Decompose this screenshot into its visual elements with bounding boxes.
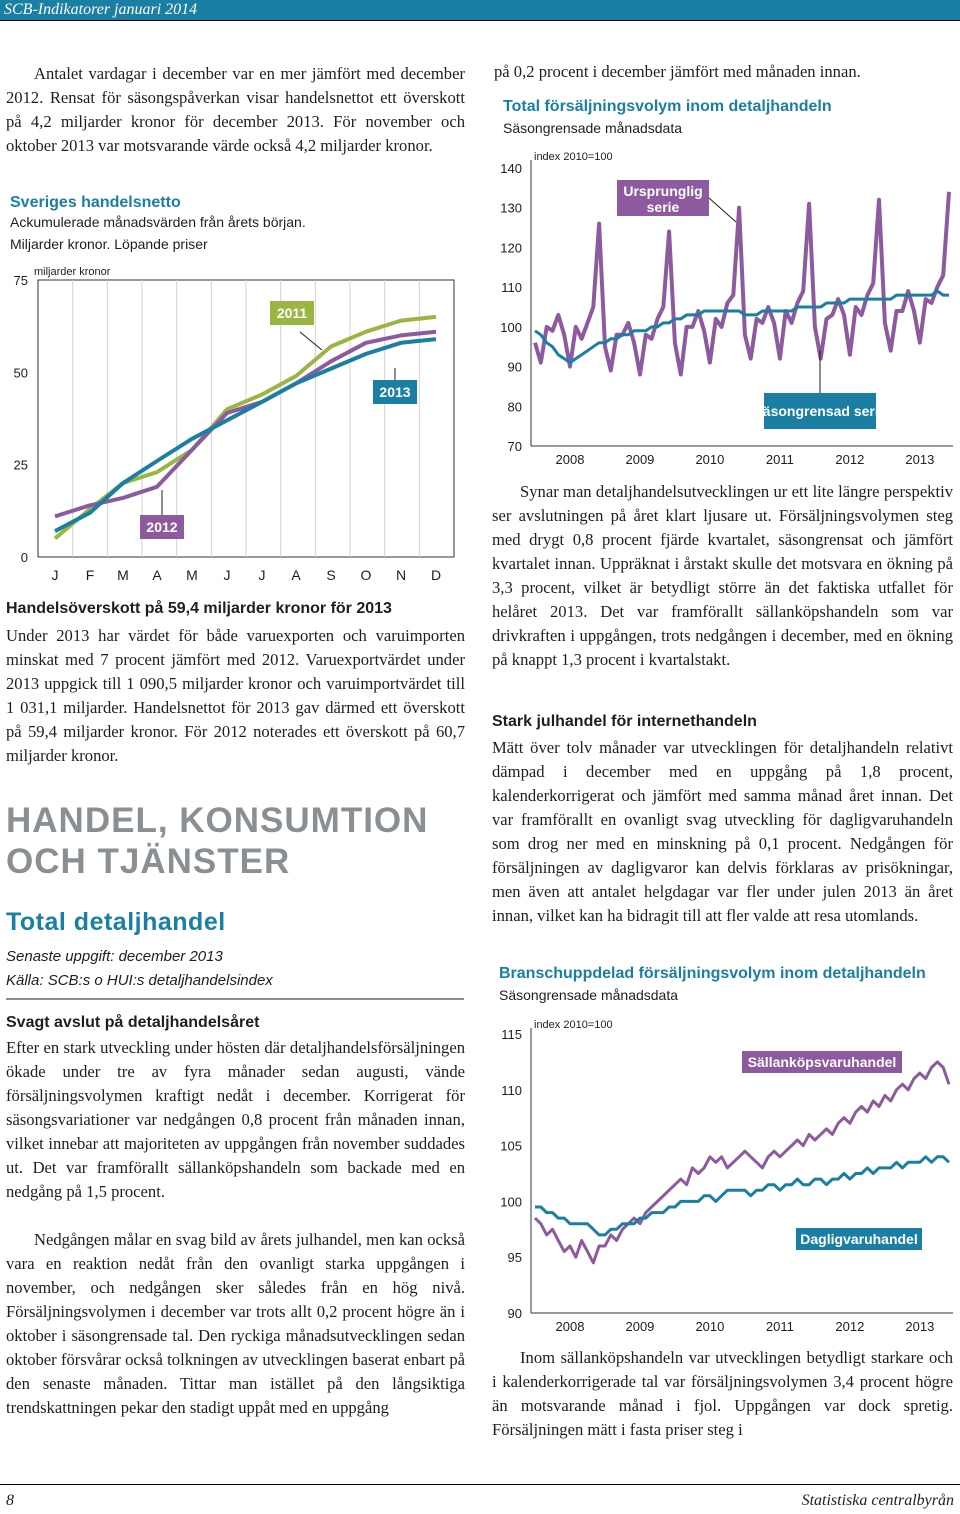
chart1-xtick: M — [117, 567, 129, 583]
chart3-label-daily-text: Dagligvaruhandel — [800, 1231, 918, 1247]
chart1-label-2012-text: 2012 — [146, 519, 178, 535]
chart1-ytick: 50 — [13, 365, 28, 381]
chart1-ylabel: miljarder kronor — [34, 266, 111, 278]
subsection-title: Total detaljhandel — [6, 908, 226, 936]
chart3-ytick: 95 — [507, 1250, 522, 1266]
chart2-label-original-text-1: Ursprunglig — [623, 183, 703, 199]
chart2-series-original — [535, 192, 949, 375]
chart2-xtick: 2009 — [625, 452, 655, 467]
chart2-label-seasonal-text: Säsongrensad serie — [753, 403, 887, 419]
chart2-total-retail-volume — [490, 140, 958, 472]
retail-paragraph-4: Mätt över tolv månader var utvecklingen för detaljhandeln relativt dämpad i december med en uppgång på 1,8 procent, kalenderkorrigerat och jämfört med samma månad året innan. Det var framförallt en ovanligt svag utveckling för dagligvaruhandeln som drog ner med en minskning på 0,1 procent. Nedgången för försäljningen av dagligvaror kan delvis förklaras av prisökningar, men även att antalet helgdagar var fler under julen 2013 än året innan, vilket kan ha bidragit till att fler valde att resa utomlands. — [492, 738, 953, 925]
chart2-ytick: 120 — [500, 240, 522, 256]
running-header — [0, 0, 960, 20]
chart2-xtick: 2012 — [835, 452, 865, 467]
heading-trade-surplus: Handelsöverskott på 59,4 miljarder kronor för 2013 — [6, 600, 392, 617]
chart1-label-2011-text: 2011 — [276, 305, 308, 321]
footer-rule — [0, 1484, 960, 1485]
chart3-ytick: 100 — [500, 1194, 522, 1210]
chart3-title: Branschuppdelad försäljningsvolym inom detaljhandeln — [499, 965, 926, 982]
chart3-branch-retail-volume — [490, 1010, 958, 1340]
chart3-ylabel: index 2010=100 — [534, 1019, 613, 1031]
chart2-ytick: 70 — [507, 439, 522, 454]
chart1-label-pointer-2011 — [300, 332, 322, 350]
chart3-ytick: 115 — [501, 1027, 522, 1042]
chart2-xtick: 2010 — [695, 452, 725, 467]
chart2-ytick: 140 — [500, 161, 522, 176]
chart1-xtick: O — [360, 567, 372, 583]
trade-paragraph: Under 2013 har värdet för både varuexporten och varuimporten minskat med 7 procent jämfört med 2012. Varuexportvärdet under 2013 uppgick till 1 090,5 miljarder kronor och varuimportvärdet till 1 031,1 miljarder. Handelsnettot för 2013 gav därmed ett överskott på 59,4 miljarder kronor. För 2012 noterades ett överskott på 60,7 miljarder kronor. — [6, 626, 465, 765]
chart1-ytick: 0 — [20, 550, 28, 565]
chart3-label-durables-text: Sällanköpsvaruhandel — [747, 1054, 897, 1070]
chart2-label-original-text-2: serie — [646, 199, 680, 215]
chart3-xtick: 2011 — [765, 1319, 794, 1334]
chart1-title: Sveriges handelsnetto — [10, 194, 181, 211]
chart2-title: Total försäljningsvolym inom detaljhandeln — [503, 98, 832, 115]
chart1-xtick: D — [430, 567, 442, 583]
retail-paragraph-5: Inom sällanköpshandeln var utvecklingen betydligt starkare och i kalenderkorrigerade tal var försäljningsvolymen 3,4 procent högre än motsvarande månad i fjol. Uppgången var dock spretig. Försäljningen mätt i fasta priser steg i — [492, 1348, 953, 1439]
chart3-xtick: 2008 — [555, 1319, 585, 1334]
chart3-xtick: 2010 — [695, 1319, 725, 1334]
chart2-ytick: 100 — [500, 319, 522, 335]
chart2-label-original-pointer — [709, 198, 736, 222]
chart1-xtick: J — [51, 567, 59, 583]
retail-paragraph-3: Synar man detaljhandelsutvecklingen ur ett lite längre perspektiv ser avslutningen på året klart ljusare ut. Försäljningsvolymen steg med drygt 0,8 procent fjärde kvartalet, säsongrensat och jämfört kvartalet innan. Uppräknat i årstakt skulle det motsvara en ökning på 3,3 procent, vilket är betydligt större än det faktiska utfallet för helåret 2013. Det var framförallt sällanköpshandeln som var drivkraften i uppgången, trots nedgången i december, med en ökning på knappt 1,3 procent i kvartalstakt. — [492, 482, 953, 669]
chart2-xtick: 2013 — [905, 452, 935, 467]
chart3-ytick: 110 — [501, 1082, 522, 1098]
chart2-ytick: 80 — [507, 399, 522, 415]
chart3-subtitle: Säsongrensade månadsdata — [499, 987, 679, 1003]
heading-internet-trade: Stark julhandel för internethandeln — [492, 713, 757, 730]
chart1-xtick: J — [258, 567, 266, 583]
chart1-xtick: S — [326, 567, 336, 583]
page-number: 8 — [6, 1492, 14, 1509]
chart2-ytick: 130 — [500, 200, 522, 216]
header-rule — [0, 20, 960, 21]
source-note: Källa: SCB:s o HUI:s detaljhandelsindex — [6, 972, 273, 989]
latest-data-note: Senaste uppgift: december 2013 — [6, 948, 223, 965]
chart3-xtick: 2012 — [835, 1319, 865, 1334]
chart1-xtick: J — [223, 567, 231, 583]
chart1-ytick: 25 — [13, 457, 28, 473]
retail-paragraph-1: Efter en stark utveckling under hösten där detaljhandelsförsäljningen ökade under tre av fyra månader sedan augusti, vände försäljningsvolymen kraftigt nedåt i december. Korrigerat för säsongsvariationer var nedgången 0,8 procent från månaden innan, vilket innebar att majoriteten av uppgången från november suddades ut. Det var framförallt sällanköpshandeln som backade med en nedgång på 1,5 procent. — [6, 1038, 465, 1201]
chart2-ylabel: index 2010=100 — [534, 151, 613, 163]
heading-weak-end: Svagt avslut på detaljhandelsåret — [6, 1014, 260, 1031]
section-title-line1: HANDEL, KONSUMTION — [6, 801, 429, 840]
chart1-xtick: F — [85, 567, 95, 583]
chart1-trade-balance — [0, 258, 470, 588]
chart2-subtitle: Säsongrensade månadsdata — [503, 120, 683, 136]
publisher-name: Statistiska centralbyrån — [801, 1492, 954, 1509]
chart1-ytick: 75 — [13, 273, 28, 288]
chart1-label-2013-text: 2013 — [379, 384, 411, 400]
chart2-ytick: 110 — [501, 280, 522, 296]
chart3-series-daily — [535, 1157, 949, 1235]
chart2-xtick: 2008 — [555, 452, 585, 467]
running-header-title: SCB-Indikatorer januari 2014 — [4, 1, 198, 18]
chart2-xtick: 2011 — [765, 452, 794, 467]
chart3-xtick: 2013 — [905, 1319, 935, 1334]
chart1-subtitle-1: Ackumulerade månadsvärden från årets början. — [10, 214, 306, 230]
continuation-line: på 0,2 procent i december jämfört med månaden innan. — [494, 62, 861, 81]
intro-paragraph: Antalet vardagar i december var en mer jämfört med december 2012. Rensat för säsongspåverkan visar handelsnettot ett överskott på 4,2 miljarder kronor för december 2013. För november och oktober 2013 var motsvarande värde också 4,2 miljarder kronor. — [6, 64, 465, 155]
chart1-xtick: A — [291, 567, 301, 583]
section-title-line2: OCH TJÄNSTER — [6, 842, 291, 881]
chart3-ytick: 90 — [507, 1306, 522, 1321]
chart1-xtick: N — [395, 567, 407, 583]
chart3-ytick: 105 — [500, 1138, 522, 1154]
chart1-subtitle-2: Miljarder kronor. Löpande priser — [10, 236, 208, 252]
retail-paragraph-2: Nedgången målar en svag bild av årets julhandel, men kan också vara en reaktion nedåt från den ovanligt starka uppgången i november, och nedgången sker således från en hög nivå. Försäljningsvolymen i december var trots allt 0,2 procent högre än i oktober i säsongrensade tal. Den ryckiga månadsutvecklingen sedan oktober försvårar också tolkningen av utvecklingen baserat enbart på den senaste månaden. Tittar man istället på den långsiktiga trendskattningen pekar den stadigt uppåt med en uppgång — [6, 1230, 465, 1417]
chart1-xtick: M — [186, 567, 198, 583]
section-divider — [6, 998, 464, 1000]
chart1-xtick: A — [152, 567, 162, 583]
chart2-ytick: 90 — [507, 359, 522, 375]
chart3-xtick: 2009 — [625, 1319, 655, 1334]
